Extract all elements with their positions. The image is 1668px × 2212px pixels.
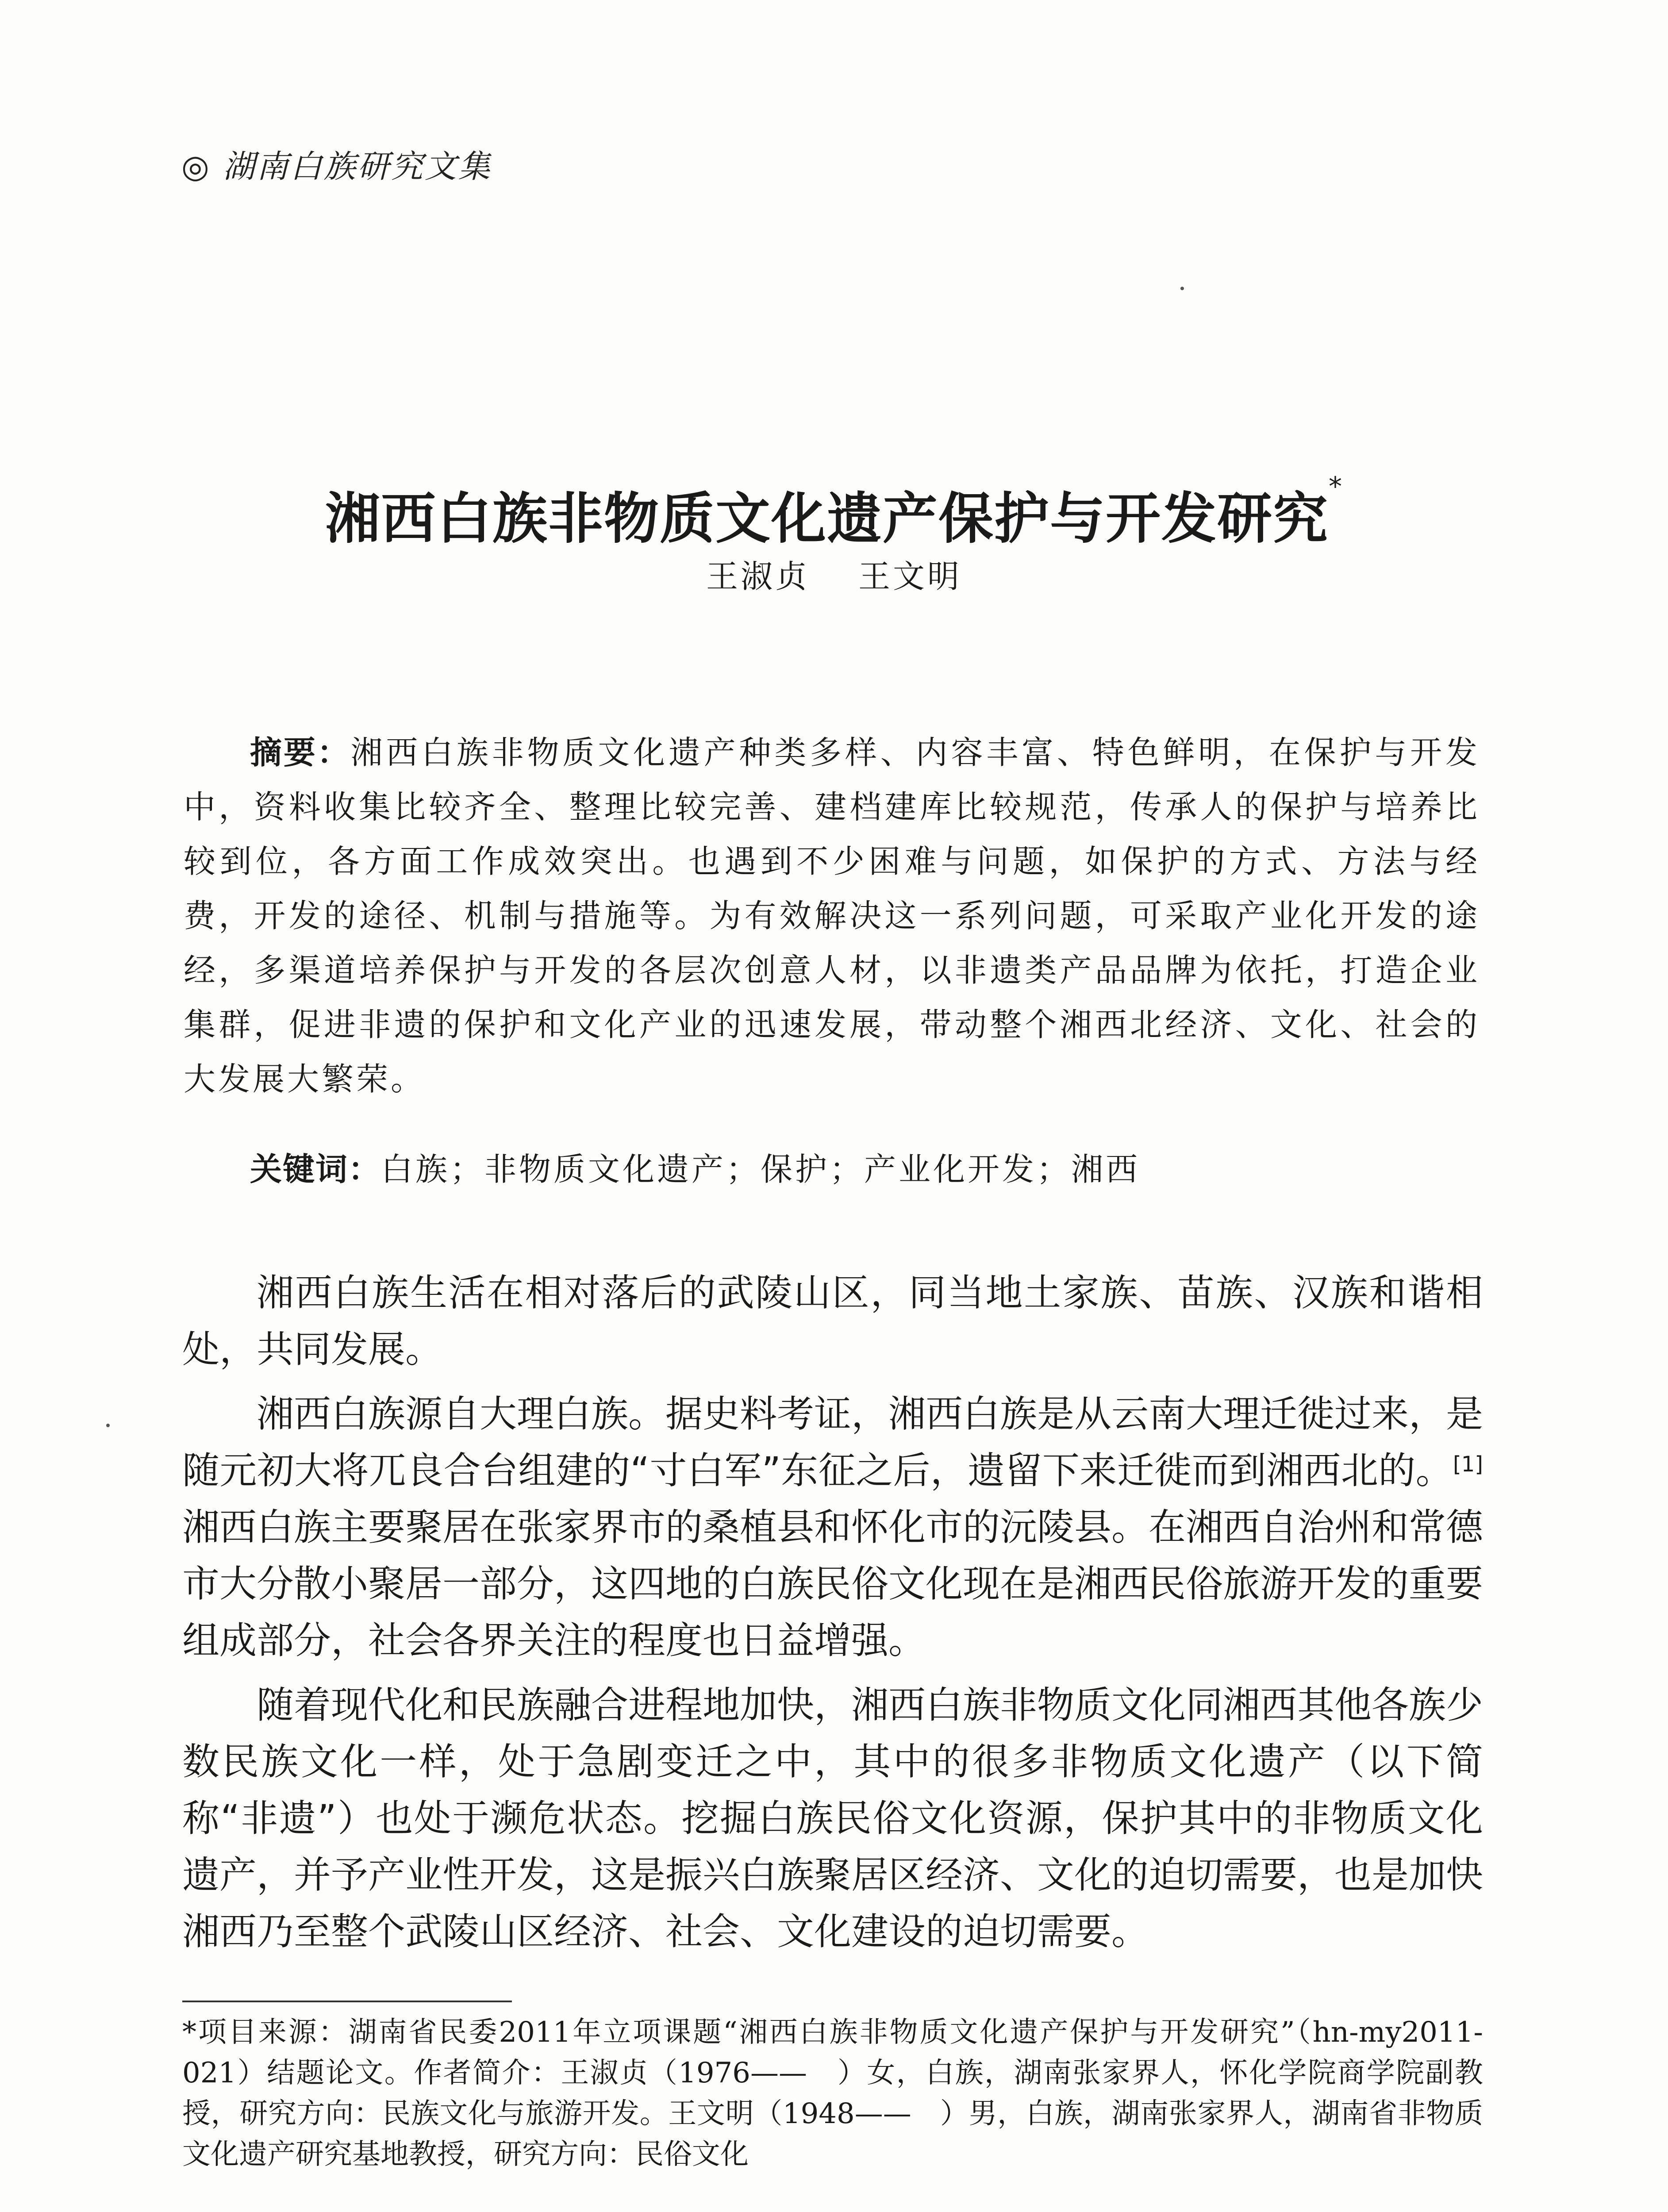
author-name: 王淑贞 xyxy=(706,558,810,595)
author-list xyxy=(0,551,1668,597)
paragraph: 随着现代化和民族融合进程地加快，湘西白族非物质文化同湘西其他各族少数民族文化一样，处于急剧变迁之中，其中的很多非物质文化遗产（以下简称“非遗”）也处于濒危状态。挖掘白族民俗文化资源，保护其中的非物质文化遗产，并予产业性开发，这是振兴白族聚居区经济、文化的迫切需要，也是加快湘西乃至整个武陵山区经济、社会、文化建设的迫切需要。 xyxy=(182,1683,1484,1953)
paragraph xyxy=(182,1386,1483,1669)
abstract-label: 摘要： xyxy=(250,734,351,771)
author-name: 王文明 xyxy=(858,558,962,595)
citation-ref: [1] xyxy=(1453,1452,1483,1477)
article-title xyxy=(0,471,1668,553)
running-header: ◎ 湖南白族研究文集 xyxy=(181,148,492,185)
title-text: 湘西白族非物质文化遗产保护与开发研究 xyxy=(325,487,1329,551)
paragraph: 湘西白族生活在相对落后的武陵山区，同当地土家族、苗族、汉族和谐相处，共同发展。 xyxy=(182,1271,1483,1371)
body-text xyxy=(182,1264,1483,1960)
paragraph-text: 湘西白族主要聚居在张家界市的桑植县和怀化市的沅陵县。在湘西自治州和常德市大分散小聚居一部分，这四地的白族民俗文化现在是湘西民俗旅游开发的重要组成部分，社会各界关注的程度也日益增强。 xyxy=(182,1505,1484,1662)
footnote xyxy=(182,2012,1483,2175)
paragraph-text: 湘西白族源自大理白族。据史料考证，湘西白族是从云南大理迁徙过来，是随元初大将兀良合台组建的“寸白军”东征之后，遗留下来迁徙而到湘西北的。 xyxy=(182,1392,1484,1492)
keywords-label: 关键词： xyxy=(250,1151,381,1188)
abstract xyxy=(184,726,1480,1106)
keywords xyxy=(250,1142,1480,1197)
footnote-divider xyxy=(182,2001,512,2002)
keywords-text: 白族；非物质文化遗产；保护；产业化开发；湘西 xyxy=(381,1151,1141,1188)
scan-speck xyxy=(106,1424,110,1427)
scan-speck xyxy=(1180,287,1184,290)
footnote-text: *项目来源：湖南省民委2011年立项课题“湘西白族非物质文化遗产保护与开发研究”（hn-my2011-021）结题论文。作者简介：王淑贞（1976—— ）女，白族，湖南张家界人，怀化学院商学院副教授，研究方向：民族文化与旅游开发。王文明（1948—— ）男，白族，湖南张家界人，湖南省非物质文化遗产研究基地教授，研究方向：民俗文化 xyxy=(182,2016,1483,2171)
title-footnote-mark: * xyxy=(1329,471,1343,503)
abstract-text: 湘西白族非物质文化遗产种类多样、内容丰富、特色鲜明，在保护与开发中，资料收集比较齐全、整理比较完善、建档建库比较规范，传承人的保护与培养比较到位，各方面工作成效突出。也遇到不少困难与问题，如保护的方式、方法与经费，开发的途径、机制与措施等。为有效解决这一系列问题，可采取产业化开发的途经，多渠道培养保护与开发的各层次创意人材，以非遗类产品品牌为依托，打造企业集群，促进非遗的保护和文化产业的迅速发展，带动整个湘西北经济、文化、社会的大发展大繁荣。 xyxy=(184,734,1480,1098)
